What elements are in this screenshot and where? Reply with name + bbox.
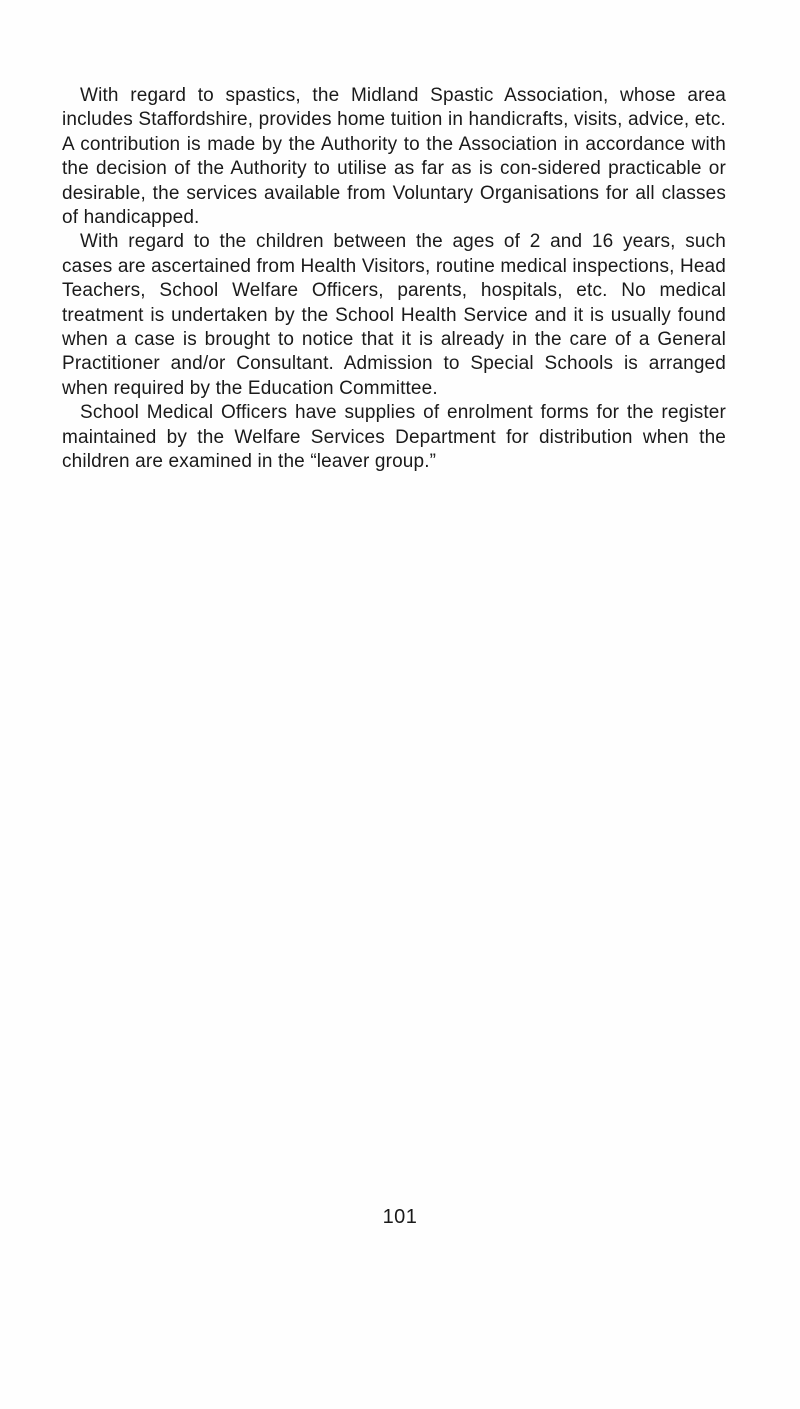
paragraph-spastics: With regard to spastics, the Midland Spastic Association, whose area includes Staffordshire, provides home tuition in handicrafts, visits, advice, etc. A contribution is made by the Authority to the Association in accordance with the decision of the Authority to utilise as far as is con-sidered practicable or desirable, the services available from Voluntary Organisations for all classes of handicapped. (62, 85, 726, 229)
paragraph-ascertainment: With regard to the children between the ages of 2 and 16 years, such cases are ascertained from Health Visitors, routine medical inspections, Head Teachers, School Welfare Officers, parents, hospitals, etc. No medical treatment is undertaken by the School Health Service and it is usually found when a case is brought to notice that it is already in the care of a General Practitioner and/or Consultant. Admission to Special Schools is arranged when required by the Education Committee. (62, 231, 726, 399)
body-text (62, 84, 726, 475)
page-number: 101 (382, 1206, 418, 1228)
paragraph-enrolment-forms: School Medical Officers have supplies of enrolment forms for the register maintained by the Welfare Services Department for distribution when the children are examined in the “leaver group.” (62, 402, 726, 473)
